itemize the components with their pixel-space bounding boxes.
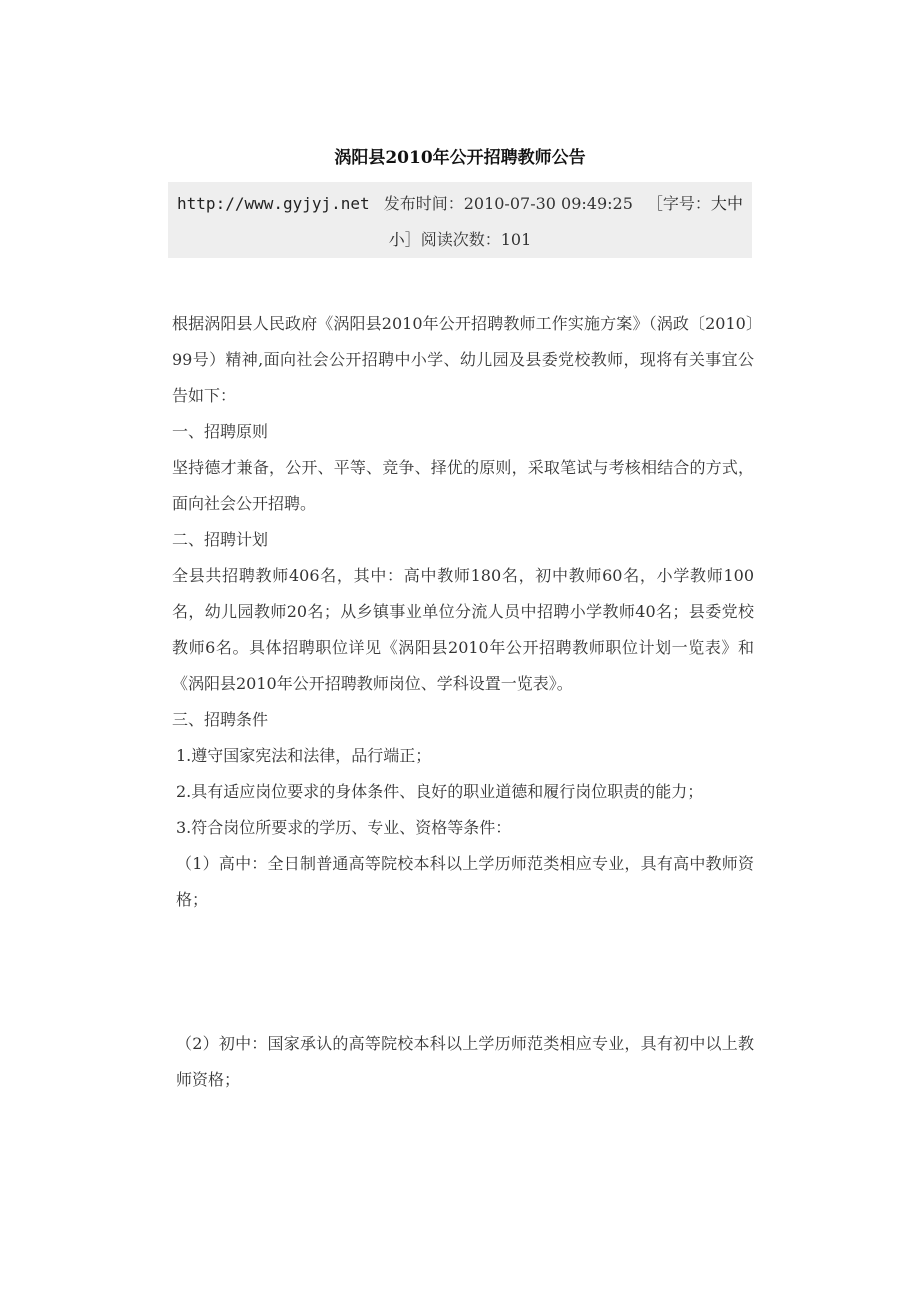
condition-subitem-middle-school: （2）初中：国家承认的高等院校本科以上学历师范类相应专业，具有初中以上教师资格； <box>176 1034 754 1089</box>
article-body <box>172 306 754 1098</box>
font-size-prefix: ［字号： <box>646 194 711 213</box>
font-size-small-link[interactable]: 小 <box>388 230 405 249</box>
condition-item: 3.符合岗位所要求的学历、专业、资格等条件： <box>176 818 512 837</box>
section-heading-plan: 二、招聘计划 <box>172 530 269 549</box>
condition-subitem-high-school: （1）高中：全日制普通高等院校本科以上学历师范类相应专业，具有高中教师资格； <box>176 854 754 909</box>
font-size-large-link[interactable]: 大 <box>710 194 727 213</box>
article-meta-bar <box>168 182 752 258</box>
read-count-label: 阅读次数： <box>420 230 501 249</box>
source-url-link[interactable]: http://www.gyjyj.net <box>177 194 370 213</box>
published-label: 发布时间： <box>383 194 464 213</box>
font-size-suffix: ］ <box>404 230 421 249</box>
page-title: 涡阳县2010年公开招聘教师公告 <box>334 148 586 168</box>
read-count-value: 101 <box>500 230 532 249</box>
principles-paragraph: 坚持德才兼备，公开、平等、竞争、择优的原则，采取笔试与考核相结合的方式，面向社会公开招聘。 <box>172 458 754 513</box>
condition-item: 2.具有适应岗位要求的身体条件、良好的职业道德和履行岗位职责的能力； <box>176 782 704 801</box>
intro-paragraph: 根据涡阳县人民政府《涡阳县2010年公开招聘教师工作实施方案》（涡政〔2010〕99号）精神,面向社会公开招聘中小学、幼儿园及县委党校教师，现将有关事宜公告如下： <box>172 314 754 405</box>
condition-item: 1.遵守国家宪法和法律，品行端正； <box>176 746 432 765</box>
font-size-medium-link[interactable]: 中 <box>726 194 743 213</box>
published-datetime: 2010-07-30 09:49:25 <box>463 194 633 213</box>
plan-paragraph: 全县共招聘教师406名，其中：高中教师180名，初中教师60名，小学教师100名，幼儿园教师20名；从乡镇事业单位分流人员中招聘小学教师40名；县委党校教师6名。具体招聘职位详见《涡阳县2010年公开招聘教师职位计划一览表》和《涡阳县2010年公开招聘教师岗位、学科设置一览表》。 <box>172 566 754 693</box>
section-heading-conditions: 三、招聘条件 <box>172 710 269 729</box>
section-heading-principles: 一、招聘原则 <box>172 422 269 441</box>
page-gap <box>172 918 754 1026</box>
